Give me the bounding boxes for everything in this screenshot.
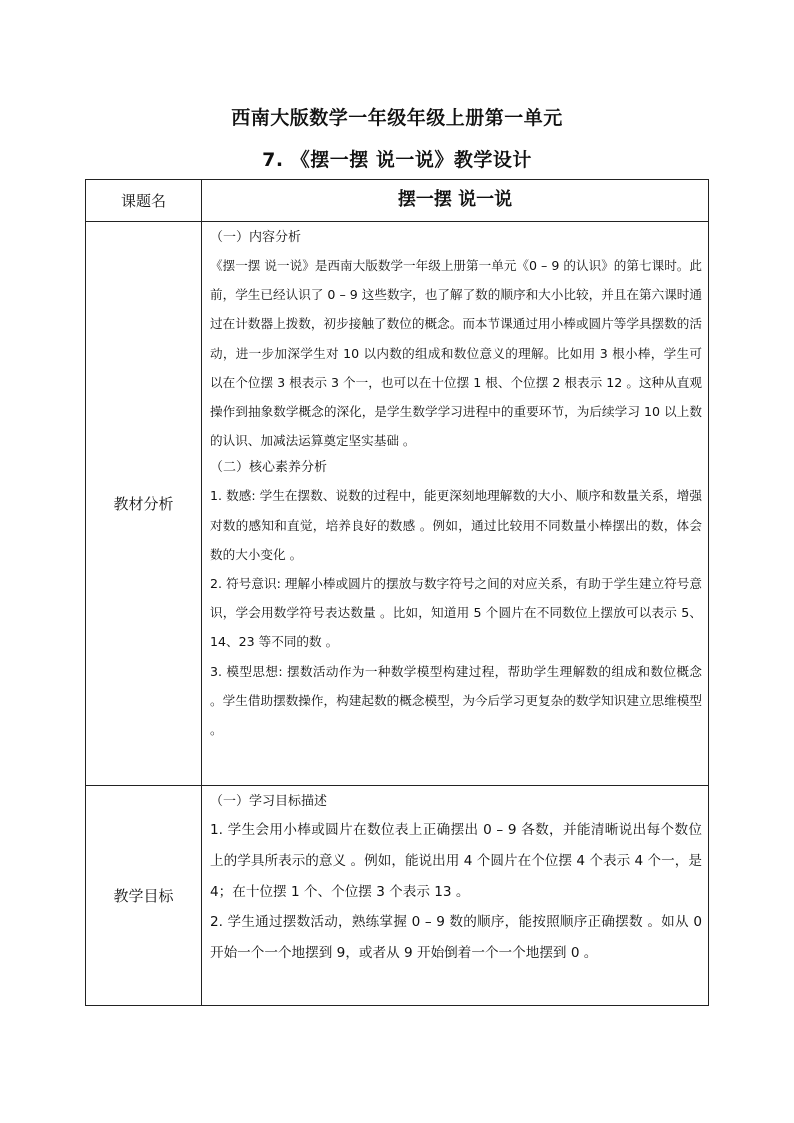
- lesson-plan-table: [85, 179, 709, 1006]
- topic-value: 摆一摆 说一说: [397, 189, 513, 210]
- document-title: 西南大版数学一年级年级上册第一单元: [231, 107, 563, 129]
- table-row-goals: [86, 786, 709, 1006]
- learning-goals-heading: （一）学习目标描述: [210, 794, 328, 809]
- goal-item-1: 1. 学生会用小棒或圆片在数位表上正确摆出 0 – 9 各数，并能清晰说出每个数位上的学具所表示的意义 。例如，能说出用 4 个圆片在个位摆 4 个表示 4 个一，是 4；在十位摆 1 个、个位摆 3 个表示 13 。: [210, 822, 702, 900]
- analysis-label: 教材分析: [86, 222, 202, 786]
- table-row-analysis: [86, 222, 709, 786]
- content-analysis-heading: （一）内容分析: [210, 230, 302, 245]
- goals-cell: [202, 786, 709, 1006]
- analysis-cell: [202, 222, 709, 786]
- document-subtitle: 7. 《摆一摆 说一说》教学设计: [262, 149, 532, 171]
- symbol-awareness-item: 2. 符号意识: 理解小棒或圆片的摆放与数字符号之间的对应关系，有助于学生建立符号意识，学会用数学符号表达数量 。比如，知道用 5 个圆片在不同数位上摆放可以表示 5、14、23 等不同的数 。: [210, 576, 702, 650]
- table-row-topic: [86, 180, 709, 222]
- topic-label: 课题名: [86, 180, 202, 222]
- number-sense-item: 1. 数感: 学生在摆数、说数的过程中，能更深刻地理解数的大小、顺序和数量关系，增强对数的感知和直觉，培养良好的数感 。例如，通过比较用不同数量小棒摆出的数，体会数的大小变化 。: [210, 488, 702, 562]
- goals-label: 教学目标: [86, 786, 202, 1006]
- core-literacy-heading: （二）核心素养分析: [210, 460, 328, 476]
- content-analysis-text: 《摆一摆 说一说》是西南大版数学一年级上册第一单元《0 – 9 的认识》的第七课时。此前，学生已经认识了 0 – 9 这些数字，也了解了数的顺序和大小比较，并且在第六课时通过在计数器上拨数，初步接触了数位的概念。而本节课通过用小棒或圆片等学具摆数的活动，进一步加深学生对 10 以内数的组成和数位意义的理解。比如用 3 根小棒，学生可以在个位摆 3 根表示 3 个一，也可以在十位摆 1 根、个位摆 2 根表示 12 。这种从直观操作到抽象数学概念的深化，是学生数学学习进程中的重要环节，为后续学习 10 以上数的认识、加减法运算奠定坚实基础 。: [210, 258, 702, 449]
- model-thinking-item: 3. 模型思想: 摆数活动作为一种数学模型构建过程，帮助学生理解数的组成和数位概念 。学生借助摆数操作，构建起数的概念模型，为今后学习更复杂的数学知识建立思维模型 。: [210, 663, 702, 738]
- goal-item-2: 2. 学生通过摆数活动，熟练掌握 0 – 9 数的顺序，能按照顺序正确摆数 。如从 0 开始一个一个地摆到 9，或者从 9 开始倒着一个一个地摆到 0 。: [210, 914, 702, 962]
- topic-cell: [202, 180, 709, 222]
